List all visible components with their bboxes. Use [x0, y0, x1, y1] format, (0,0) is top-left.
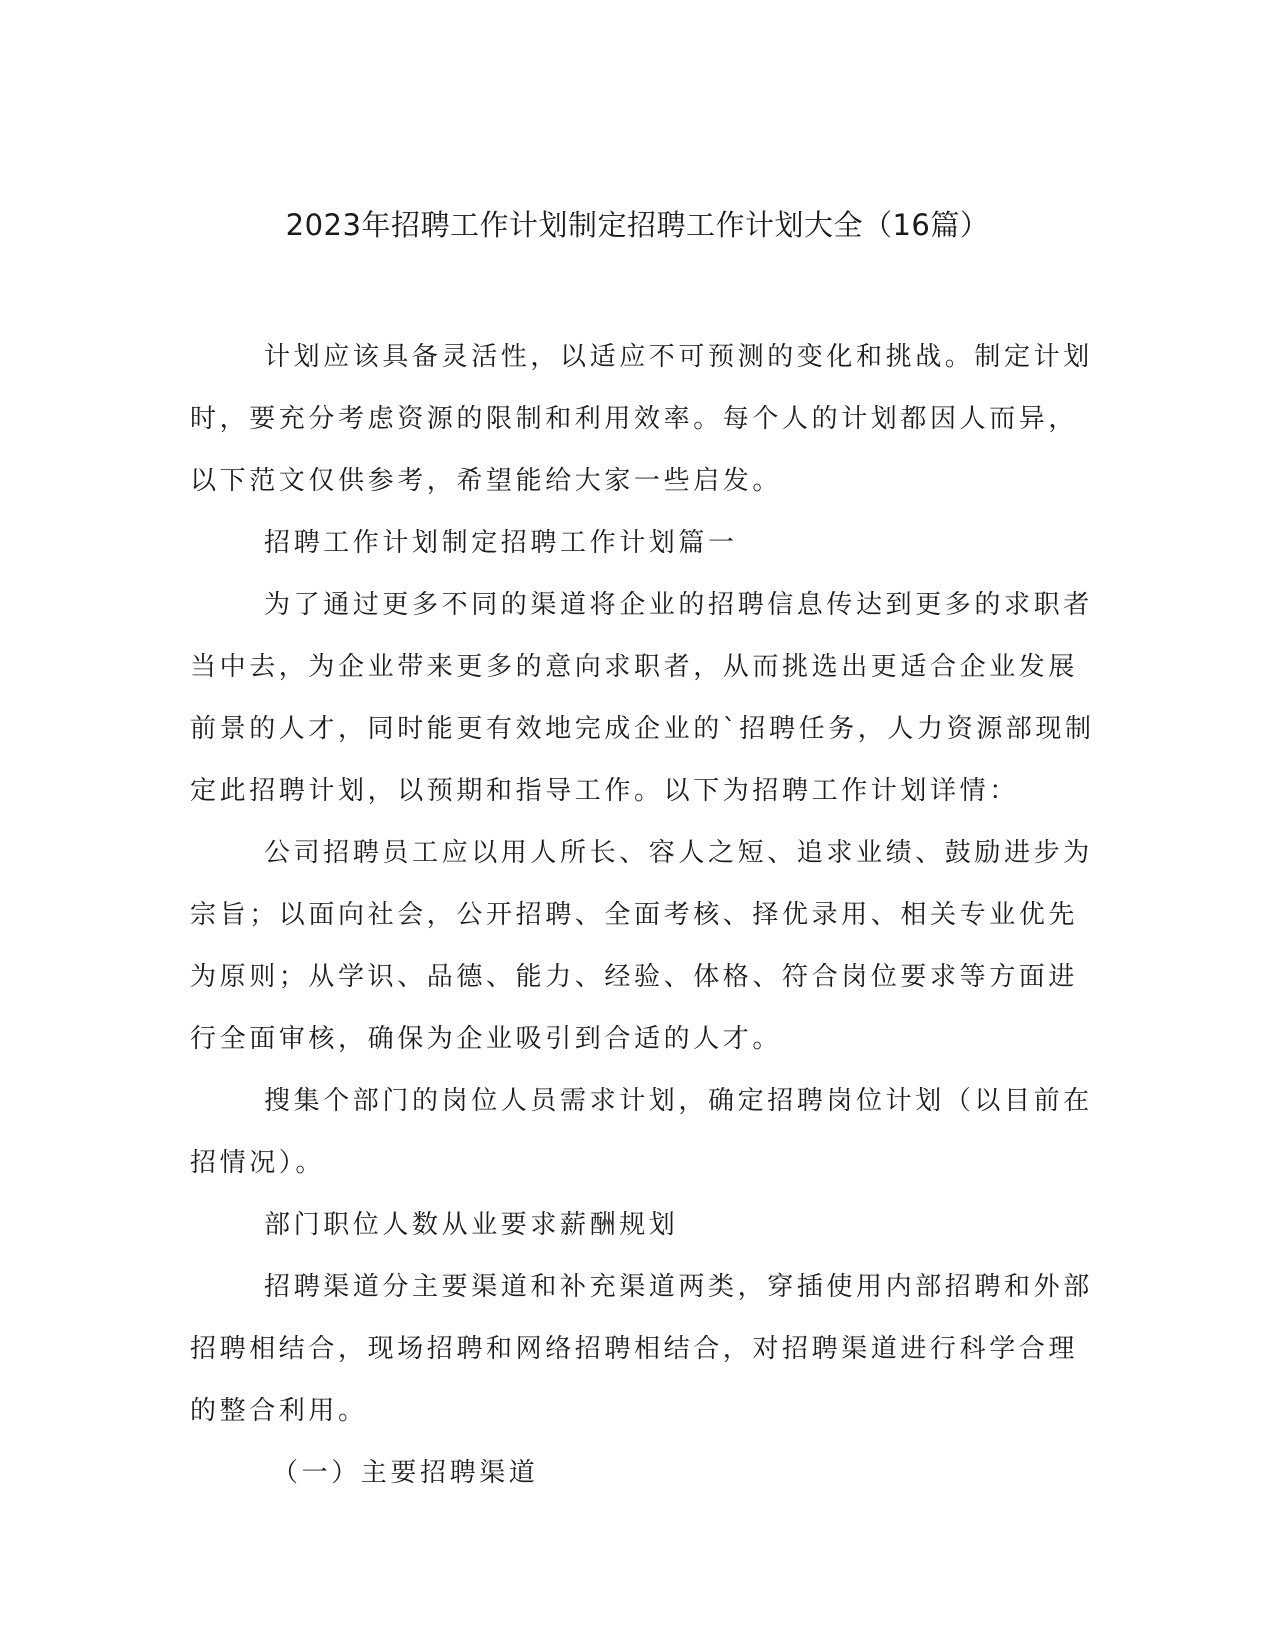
paragraph-line: 招聘相结合，现场招聘和网络招聘相结合，对招聘渠道进行科学合理 — [190, 1334, 1079, 1364]
subsection-heading: （一）主要招聘渠道 — [272, 1458, 539, 1488]
section-heading: 招聘工作计划制定招聘工作计划篇一 — [264, 528, 738, 558]
paragraph-line: 搜集个部门的岗位人员需求计划，确定招聘岗位计划（以目前在 — [264, 1086, 1093, 1116]
paragraph-line: 计划应该具备灵活性，以适应不可预测的变化和挑战。制定计划 — [264, 342, 1093, 372]
paragraph-line: 当中去，为企业带来更多的意向求职者，从而挑选出更适合企业发展 — [190, 652, 1079, 682]
paragraph-line: 以下范文仅供参考，希望能给大家一些启发。 — [190, 466, 783, 496]
document-body — [190, 326, 1095, 1504]
paragraph-line: 公司招聘员工应以用人所长、容人之短、追求业绩、鼓励进步为 — [264, 838, 1093, 868]
paragraph-line: 前景的人才，同时能更有效地完成企业的`招聘任务，人力资源部现制 — [190, 714, 1095, 744]
paragraph-line: 的整合利用。 — [190, 1396, 368, 1426]
paragraph-line: 部门职位人数从业要求薪酬规划 — [264, 1210, 679, 1240]
paragraph-line: 招聘渠道分主要渠道和补充渠道两类，穿插使用内部招聘和外部 — [264, 1272, 1093, 1302]
paragraph-line: 宗旨；以面向社会，公开招聘、全面考核、择优录用、相关专业优先 — [190, 900, 1079, 930]
paragraph-line: 为原则；从学识、品德、能力、经验、体格、符合岗位要求等方面进 — [190, 962, 1079, 992]
paragraph-line: 为了通过更多不同的渠道将企业的招聘信息传达到更多的求职者 — [264, 590, 1093, 620]
paragraph-line: 招情况）。 — [190, 1148, 326, 1178]
paragraph-line: 定此招聘计划，以预期和指导工作。以下为招聘工作计划详情： — [190, 776, 1019, 806]
paragraph-line: 时，要充分考虑资源的限制和利用效率。每个人的计划都因人而异， — [190, 404, 1079, 434]
paragraph-line: 行全面审核，确保为企业吸引到合适的人才。 — [190, 1024, 783, 1054]
document-title: 2023年招聘工作计划制定招聘工作计划大全（16篇） — [285, 208, 990, 242]
